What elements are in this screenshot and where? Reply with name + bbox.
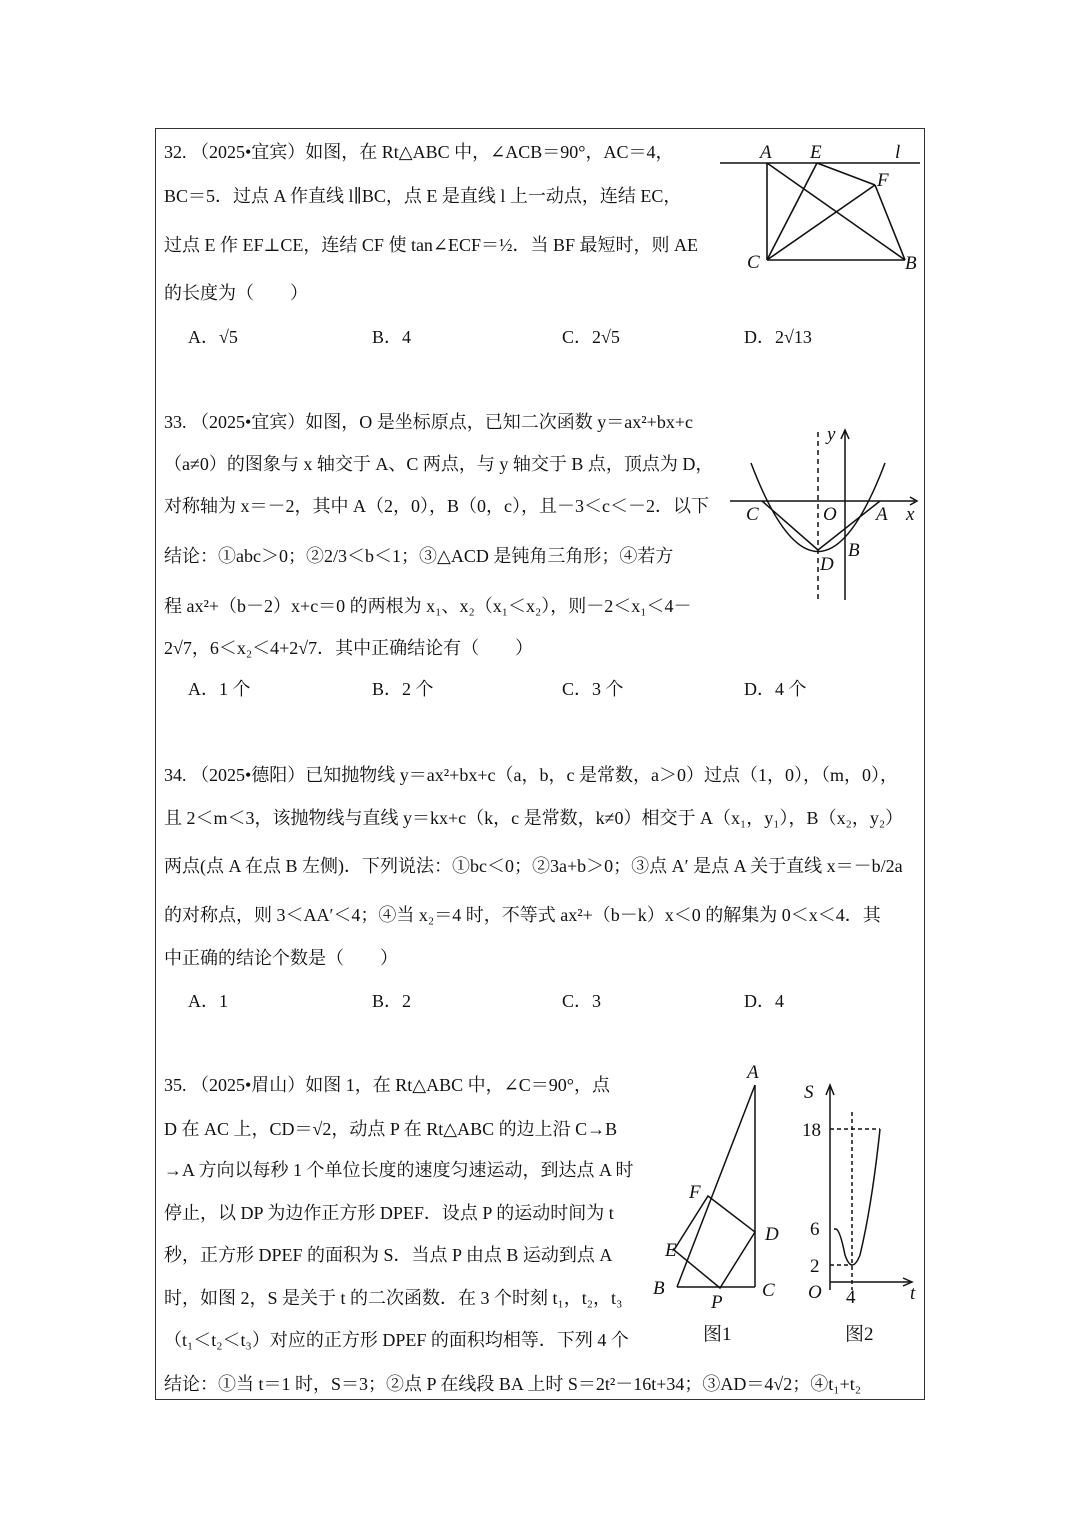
fig-label: B bbox=[848, 540, 860, 561]
q33-line: 结论：①abc＞0；②2/3＜b＜1；③△ACD 是钝角三角形；④若方 bbox=[164, 546, 674, 566]
figure-1-caption: 图1 bbox=[703, 1324, 732, 1345]
q33-option-a[interactable]: A．1 个 bbox=[188, 679, 251, 699]
q33-option-c[interactable]: C．3 个 bbox=[562, 679, 624, 699]
fig-label: l bbox=[895, 142, 901, 163]
q33-line: 程 ax²+（b－2）x+c＝0 的两根为 x₁、x₂（x₁＜x₂），则－2＜x₁＜4－ bbox=[164, 596, 692, 616]
q35-line: D 在 AC 上，CD＝√2，动点 P 在 Rt△ABC 的边上沿 C→B bbox=[164, 1119, 618, 1139]
fig-label: 2 bbox=[810, 1256, 820, 1277]
fig-label: E bbox=[810, 142, 822, 163]
q34-line: 34. （2025•德阳）已知抛物线 y＝ax²+bx+c（a，b，c 是常数，a＞0）过点（1，0），（m，0）， bbox=[164, 765, 898, 785]
q32-option-c[interactable]: C．2√5 bbox=[562, 327, 620, 347]
q33-line: 2√7，6＜x₂＜4+2√7．其中正确结论有（ ） bbox=[164, 638, 534, 658]
q33-line: 33. （2025•宜宾）如图，O 是坐标原点，已知二次函数 y＝ax²+bx+c bbox=[164, 412, 693, 432]
q34-line: 两点(点 A 在点 B 左侧)．下列说法：①bc＜0；②3a+b＞0；③点 A′ 是点 A 关于直线 x＝－b/2a bbox=[164, 856, 903, 876]
fig-label: x bbox=[906, 504, 915, 525]
q35-line: →A 方向以每秒 1 个单位长度的速度匀速运动，到达点 A 时 bbox=[164, 1160, 634, 1180]
fig-label: C bbox=[762, 1280, 775, 1301]
fig-label: t bbox=[910, 1283, 916, 1304]
fig-label: A bbox=[747, 1062, 759, 1083]
q35-line: （t₁＜t₂＜t₃）对应的正方形 DPEF 的面积均相等．下列 4 个 bbox=[164, 1330, 629, 1350]
q33-figure bbox=[730, 420, 925, 605]
q34-option-d[interactable]: D．4 bbox=[744, 991, 784, 1011]
fig-label: A bbox=[760, 142, 772, 163]
fig-label: D bbox=[820, 554, 834, 575]
q35-line: 35. （2025•眉山）如图 1，在 Rt△ABC 中，∠C＝90°，点 bbox=[164, 1075, 610, 1095]
q33-option-b[interactable]: B．2 个 bbox=[372, 679, 434, 699]
fig-label: C bbox=[747, 252, 760, 273]
q32-figure bbox=[715, 138, 925, 273]
q35-line: 秒，正方形 DPEF 的面积为 S．当点 P 由点 B 运动到点 A bbox=[164, 1245, 613, 1265]
fig-label: F bbox=[877, 170, 889, 191]
fig-label: D bbox=[765, 1224, 779, 1245]
q32-line: 的长度为（ ） bbox=[164, 283, 308, 303]
q34-line: 中正确的结论个数是（ ） bbox=[164, 948, 398, 968]
fig-label: F bbox=[689, 1182, 701, 1203]
q34-line: 且 2＜m＜3，该抛物线与直线 y＝kx+c（k，c 是常数，k≠0）相交于 A（x₁，y₁），B（x₂，y₂） bbox=[164, 808, 904, 828]
q32-line: BC＝5．过点 A 作直线 l∥BC，点 E 是直线 l 上一动点，连结 EC， bbox=[164, 186, 682, 206]
fig-label: A bbox=[876, 504, 888, 525]
q34-option-b[interactable]: B．2 bbox=[372, 991, 412, 1011]
fig-label: 6 bbox=[810, 1219, 820, 1240]
q34-option-a[interactable]: A．1 bbox=[188, 991, 228, 1011]
fig-label: S bbox=[804, 1082, 814, 1103]
q32-option-b[interactable]: B．4 bbox=[372, 327, 412, 347]
q35-line: 停止，以 DP 为边作正方形 DPEF．设点 P 的运动时间为 t bbox=[164, 1203, 614, 1223]
fig-label: P bbox=[711, 1292, 723, 1313]
fig-label: y bbox=[827, 424, 836, 445]
q35-line: 时，如图 2，S 是关于 t 的二次函数．在 3 个时刻 t₁，t₂，t₃ bbox=[164, 1288, 623, 1308]
fig-label: B bbox=[905, 253, 917, 273]
q32-option-d[interactable]: D．2√13 bbox=[744, 327, 812, 347]
q33-option-d[interactable]: D．4 个 bbox=[744, 679, 807, 699]
q32-option-a[interactable]: A．√5 bbox=[188, 327, 238, 347]
fig-label: E bbox=[665, 1240, 677, 1261]
fig-label: B bbox=[653, 1278, 665, 1299]
fig-label: O bbox=[823, 504, 837, 525]
fig-label: C bbox=[746, 504, 759, 525]
q34-line: 的对称点，则 3＜AA′＜4；④当 x₂＝4 时，不等式 ax²+（b－k）x＜0 的解集为 0＜x＜4．其 bbox=[164, 905, 881, 925]
fig-label: 4 bbox=[846, 1287, 856, 1308]
q33-line: 对称轴为 x＝－2，其中 A（2，0），B（0，c），且－3＜c＜－2．以下 bbox=[164, 496, 709, 516]
q35-figure-2 bbox=[800, 1075, 925, 1350]
q32-line: 过点 E 作 EF⊥CE，连结 CF 使 tan∠ECF＝½．当 BF 最短时，则 AE bbox=[164, 235, 699, 255]
figure-2-caption: 图2 bbox=[845, 1324, 874, 1345]
fig-label: 18 bbox=[802, 1120, 821, 1141]
q32-line: 32. （2025•宜宾）如图，在 Rt△ABC 中，∠ACB＝90°，AC＝4， bbox=[164, 142, 674, 162]
q34-option-c[interactable]: C．3 bbox=[562, 991, 602, 1011]
q35-figure-1 bbox=[645, 1058, 805, 1348]
fig-label: O bbox=[808, 1282, 822, 1303]
q33-line: （a≠0）的图象与 x 轴交于 A、C 两点，与 y 轴交于 B 点，顶点为 D， bbox=[164, 454, 714, 474]
q35-line: 结论：①当 t＝1 时，S＝3；②点 P 在线段 BA 上时 S＝2t²－16t+34；③AD＝4√2；④t₁+t₂ bbox=[164, 1374, 862, 1394]
